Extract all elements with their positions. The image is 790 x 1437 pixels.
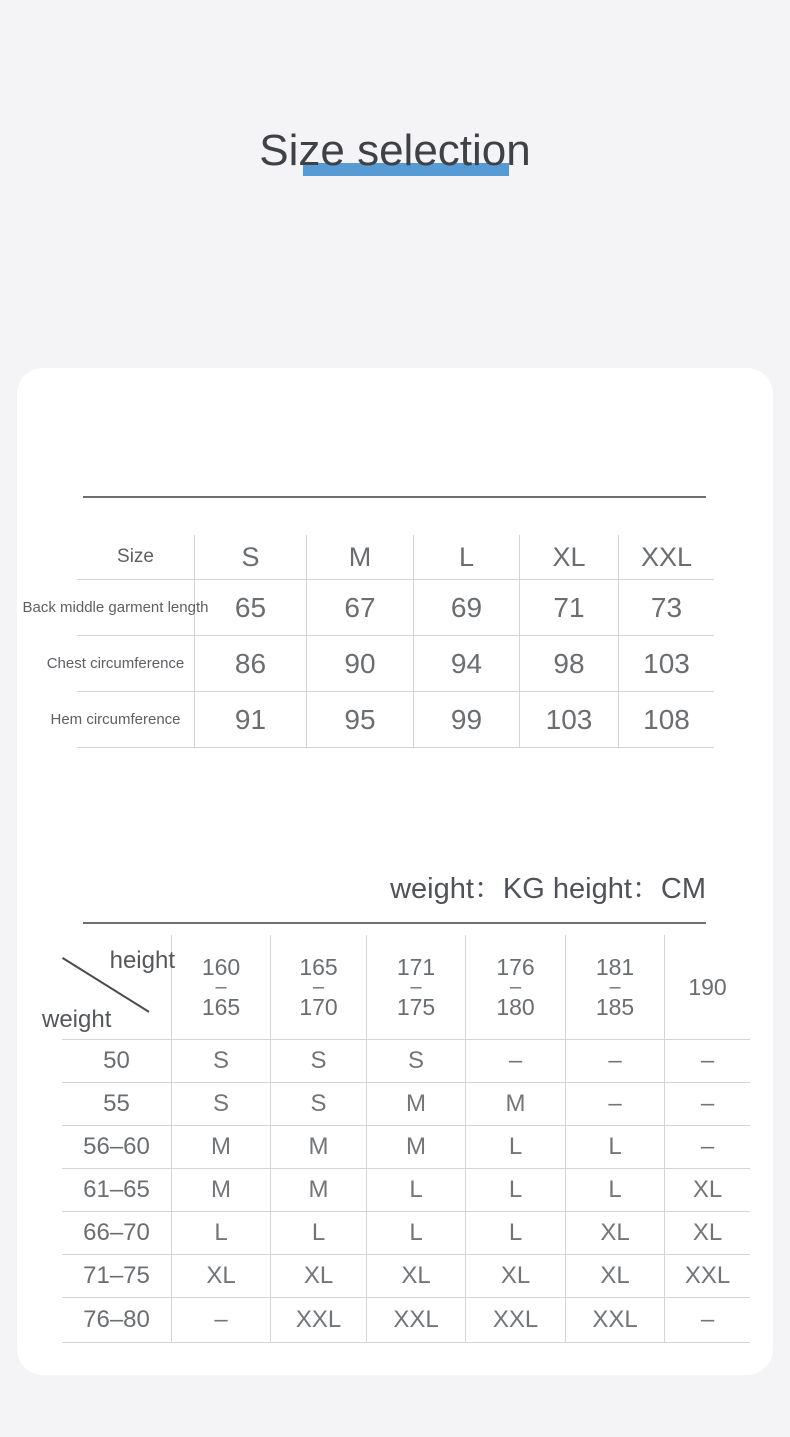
- fit-cell: S: [172, 1083, 271, 1126]
- range-dash: –: [509, 975, 522, 998]
- size-table-header-size: Size: [77, 535, 195, 580]
- fit-cell: –: [466, 1040, 566, 1083]
- size-table-cell: 94: [414, 636, 520, 692]
- fit-cell: M: [172, 1169, 271, 1212]
- size-table-row-label: Chest circumference: [77, 636, 195, 692]
- fit-cell: –: [566, 1083, 665, 1126]
- fit-table: [42, 935, 750, 1343]
- fit-cell: XL: [172, 1255, 271, 1298]
- size-table-header-xxl: XXL: [619, 535, 714, 580]
- corner-weight-label: weight: [42, 1006, 112, 1033]
- range-dash: –: [609, 975, 621, 998]
- fit-cell: L: [367, 1212, 466, 1255]
- fit-cell: L: [466, 1212, 566, 1255]
- height-range-header: [271, 935, 367, 1040]
- size-table-cell: 71: [520, 580, 619, 636]
- weight-row-label: 76–80: [62, 1298, 172, 1343]
- fit-cell: XXL: [271, 1298, 367, 1343]
- height-range-header: [172, 935, 271, 1040]
- top-divider: [83, 496, 706, 498]
- height-value: 190: [688, 973, 727, 1000]
- fit-cell: –: [665, 1126, 750, 1169]
- size-table-header-xl: XL: [520, 535, 619, 580]
- height-range-top: 160: [201, 953, 241, 980]
- page-header: [0, 123, 790, 179]
- size-table-cell: 86: [195, 636, 307, 692]
- size-table-header-l: L: [414, 535, 520, 580]
- fit-cell: L: [367, 1169, 466, 1212]
- size-card: [17, 368, 773, 1375]
- height-range-top: 176: [496, 953, 535, 980]
- fit-cell: XL: [665, 1212, 750, 1255]
- fit-cell: L: [466, 1126, 566, 1169]
- height-range-bottom: 170: [299, 993, 338, 1020]
- weight-row-label: 56–60: [62, 1126, 172, 1169]
- height-range-bottom: 180: [496, 993, 535, 1020]
- fit-cell: –: [665, 1083, 750, 1126]
- size-table-cell: 103: [520, 692, 619, 748]
- size-table-cell: 95: [307, 692, 414, 748]
- fit-cell: S: [271, 1083, 367, 1126]
- height-range-header: [466, 935, 566, 1040]
- height-range-bottom: 185: [595, 993, 635, 1020]
- fit-cell: S: [271, 1040, 367, 1083]
- corner-height-label: height: [109, 947, 175, 974]
- height-range-bottom: 165: [201, 993, 241, 1020]
- fit-cell: S: [367, 1040, 466, 1083]
- fit-cell: XXL: [665, 1255, 750, 1298]
- page-title-text: Size selection: [259, 126, 531, 175]
- fit-cell: M: [271, 1126, 367, 1169]
- page-title: [259, 123, 530, 179]
- size-table-cell: 67: [307, 580, 414, 636]
- size-table-cell: 91: [195, 692, 307, 748]
- fit-cell: L: [566, 1126, 665, 1169]
- fit-cell: –: [665, 1040, 750, 1083]
- height-range-top: 181: [595, 953, 635, 980]
- fit-cell: XXL: [367, 1298, 466, 1343]
- fit-cell: –: [172, 1298, 271, 1343]
- size-table-cell: 73: [619, 580, 714, 636]
- size-table-header-m: M: [307, 535, 414, 580]
- weight-row-label: 50: [62, 1040, 172, 1083]
- fit-cell: M: [271, 1169, 367, 1212]
- weight-row-label: 71–75: [62, 1255, 172, 1298]
- fit-cell: –: [665, 1298, 750, 1343]
- size-table-cell: 108: [619, 692, 714, 748]
- range-dash: –: [410, 975, 422, 998]
- height-range-header: [665, 935, 750, 1040]
- fit-cell: M: [466, 1083, 566, 1126]
- fit-cell: L: [566, 1169, 665, 1212]
- height-range-header: [367, 935, 466, 1040]
- size-table-row-label: Hem circumference: [77, 692, 195, 748]
- size-table-cell: 69: [414, 580, 520, 636]
- range-dash: –: [312, 975, 325, 998]
- size-table-cell: 98: [520, 636, 619, 692]
- size-table-row-label: Back middle garment length: [77, 580, 195, 636]
- size-table-cell: 65: [195, 580, 307, 636]
- size-table-header-s: S: [195, 535, 307, 580]
- middle-divider: [83, 922, 706, 924]
- size-table: [22, 535, 714, 748]
- fit-cell: XXL: [466, 1298, 566, 1343]
- fit-table-corner-cell: [42, 935, 175, 1040]
- fit-cell: L: [271, 1212, 367, 1255]
- height-range-top: 165: [299, 953, 338, 980]
- height-range-bottom: 175: [396, 993, 436, 1020]
- range-dash: –: [215, 975, 227, 998]
- size-table-cell: 90: [307, 636, 414, 692]
- fit-cell: M: [367, 1126, 466, 1169]
- fit-cell: L: [172, 1212, 271, 1255]
- weight-row-label: 55: [62, 1083, 172, 1126]
- weight-row-label: 61–65: [62, 1169, 172, 1212]
- weight-row-label: 66–70: [62, 1212, 172, 1255]
- fit-cell: XL: [665, 1169, 750, 1212]
- size-table-cell: 99: [414, 692, 520, 748]
- fit-cell: XL: [566, 1212, 665, 1255]
- fit-cell: S: [172, 1040, 271, 1083]
- fit-cell: M: [367, 1083, 466, 1126]
- fit-cell: XL: [466, 1255, 566, 1298]
- fit-cell: L: [466, 1169, 566, 1212]
- fit-cell: M: [172, 1126, 271, 1169]
- height-range-header: [566, 935, 665, 1040]
- height-range-top: 171: [396, 953, 436, 980]
- fit-cell: XL: [367, 1255, 466, 1298]
- units-note: weight：KG height：CM: [390, 873, 706, 905]
- fit-cell: XL: [271, 1255, 367, 1298]
- size-table-cell: 103: [619, 636, 714, 692]
- fit-cell: XL: [566, 1255, 665, 1298]
- fit-cell: XXL: [566, 1298, 665, 1343]
- fit-cell: –: [566, 1040, 665, 1083]
